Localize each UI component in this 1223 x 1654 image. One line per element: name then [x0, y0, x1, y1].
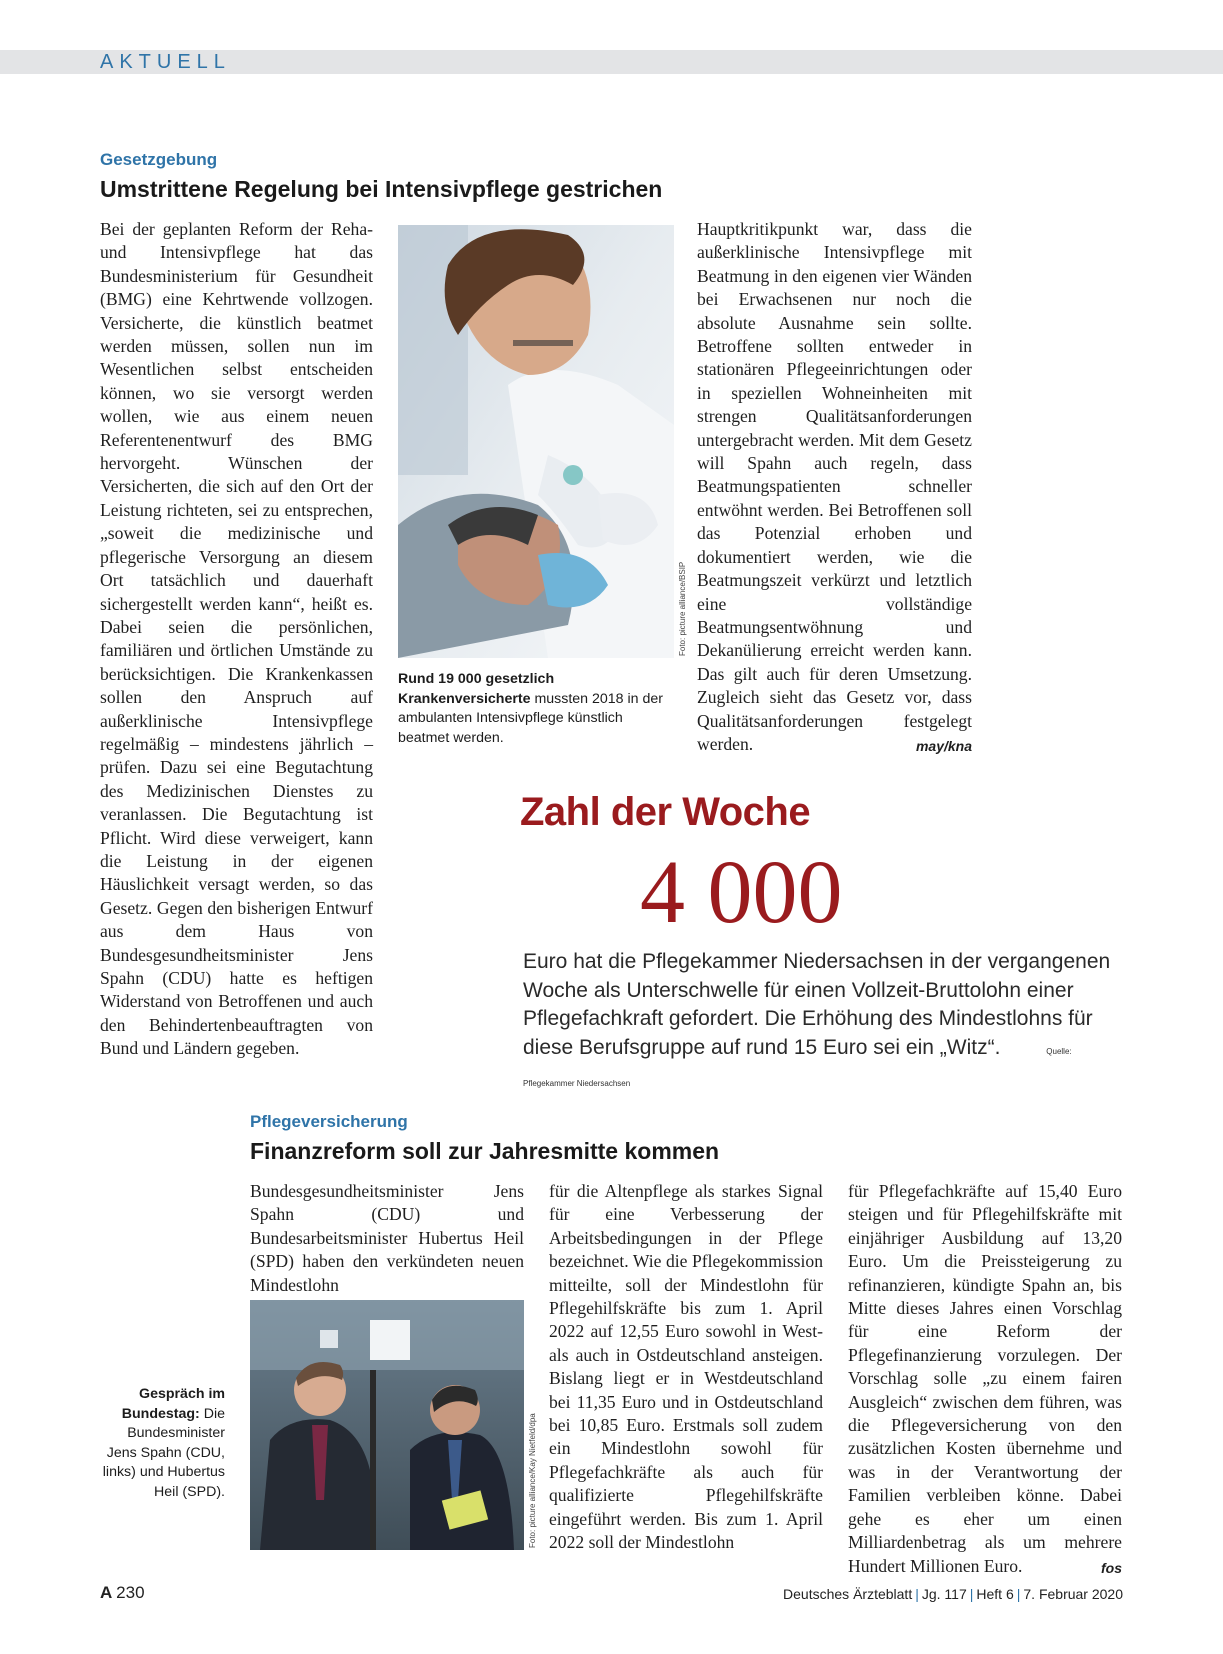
- article2-photo-caption: [95, 1385, 225, 1502]
- intensive-care-photo: [398, 225, 674, 658]
- photo-credit-2: Foto: picture alliance/Kay Nietfeld/dpa: [528, 1413, 537, 1548]
- article1-column-3-text: Hauptkritikpunkt war, dass die außerklinische Intensivpflege mit Beatmung in den eigenen vier Wänden bei Erwachsenen nur noch die absolute Ausnahme sein sollte. Betroffene sollten entweder in stationären Pflegeeinrichtungen oder in speziellen Wohneinheiten mit strengen Qualitätsanforderungen untergebracht werden. Mit dem Gesetz will Spahn auch regeln, dass Beatmungspatienten schneller entwöhnt werden. Bei Betroffenen soll das Potenzial erhoben und dokumentiert werden, wie die Beatmungszeit verkürzt und letztlich eine vollständige Beatmungsentwöhnung und Dekanülierung erreicht werden kann. Das gilt auch für deren Umsetzung. Zugleich sieht das Gesetz vor, dass Qualitätsanforderungen festgelegt werden.: [697, 219, 972, 754]
- article1-column-1: Bei der geplanten Reform der Reha- und Intensivpflege hat das Bundesministerium für Gesundheit (BMG) eine Kehrtwende vollzogen. Versicherte, die künstlich beatmet werden müssen, sollen nun im Wesentlichen selbst entscheiden können, wo sie versorgt werden wollen, wie aus einem neuen Referentenentwurf des BMG hervorgeht. Wünschen der Versicherten, die sich auf den Ort der Leistung richteten, sei zu entsprechen, „soweit die medizinische und pflegerische Versorgung an diesem Ort tatsächlich und dauerhaft sichergestellt werden kann“, heißt es. Dabei seien die persönlichen, familiären und örtlichen Umstände zu berücksichtigen. Die Krankenkassen sollen den Anspruch auf außerklinische Intensivpflege regelmäßig – mindestens jährlich – prüfen. Dazu sei eine Begutachtung des Medizinischen Dienstes zu veranlassen. Die Begutachtung ist Pflicht. Wird diese verweigert, kann die Leistung in der eigenen Häuslichkeit versagt werden, so das Gesetz. Gegen den bisherigen Entwurf aus dem Haus von Bundesgesundheitsminister Jens Spahn (CDU) hatte es heftigen Widerstand von Betroffenen und auch den Behindertenbeauftragten von Bund und Ländern gegeben.: [100, 219, 373, 1059]
- article2-column-3-text: für Pflegefachkräfte auf 15,40 Euro steigen und für Pflegehilfskräfte mit einjähriger Ausbildung auf 13,20 Euro. Um die Preissteigerung zu refinanzieren, kündigte Spahn an, bis Mitte dieses Jahres einen Vorschlag für eine Reform der Pflegefinanzierung vorzulegen. Der Vorschlag solle „zu einem fairen Ausgleich“ zwischen dem führen, was die Pflegeversicherung von den zusätzlichen Kosten übernehme und was in der Verantwortung der Familien verbleiben könne. Dabei gehe es eher um einen Milliardenbetrag als um mehrere Hundert Millionen Euro.: [848, 1181, 1122, 1576]
- article1-title: Umstrittene Regelung bei Intensivpflege gestrichen: [100, 176, 663, 202]
- article2-column-2: für die Altenpflege als starkes Signal für eine Verbesserung der Arbeitsbedingungen in der Pflege bezeichnet. Wie die Pflegekommission mitteilte, soll der Mindestlohn für Pflegehilfskräfte bis zum 1. April 2022 auf 12,55 Euro sowohl in West- als auch in Ostdeutschland ansteigen. Bislang liegt er in Westdeutschland bei 11,35 Euro und in Ostdeutschland bei 10,85 Euro. Erstmals soll zudem ein Mindestlohn sowohl für Pflegefachkräfte als auch für qualifizierte Pflegehilfskräfte eingeführt werden. Bis zum 1. April 2022 soll der Mindestlohn: [549, 1181, 823, 1553]
- article1-photo-caption: [398, 670, 674, 748]
- article1-author: may/kna: [915, 737, 972, 754]
- intensive-care-illustration: [398, 225, 674, 658]
- caption-text: mussten 2018 in der ambulanten Intensivpflege künstlich beatmet werden.: [398, 690, 663, 746]
- caption2-bold-lead: Gespräch im Bundestag:: [121, 1386, 225, 1422]
- article2-column-1: Bundesgesundheitsminister Jens Spahn (CDU) und Bundesarbeitsminister Hubertus Heil (SPD) haben den verkündeten neuen Mindestlohn: [250, 1181, 524, 1295]
- zahl-der-woche-text: [523, 948, 1113, 1099]
- zahl-der-woche-body: Euro hat die Pflegekammer Niedersachsen in der vergangenen Woche als Unterschwelle für einen Vollzeit-Bruttolohn einer Pflegefachkraft gefordert. Die Erhöhung des Mindestlohns für diese Berufsgruppe auf rund 15 Euro sei ein „Witz“.: [523, 950, 1111, 1059]
- journal-name: Deutsches Ärzteblatt: [783, 1586, 913, 1602]
- caption-bold-lead: Rund 19 000 gesetzlich Krankenversicherte: [398, 671, 555, 707]
- journal-volume: Jg. 117: [921, 1586, 967, 1602]
- article2-title: Finanzreform soll zur Jahresmitte kommen: [250, 1138, 720, 1164]
- article2-kicker: Pflegeversicherung: [250, 1112, 408, 1131]
- article1-column-3: [697, 218, 972, 758]
- article2-column-3: [848, 1180, 1122, 1580]
- page-number: [100, 1583, 145, 1603]
- photo-credit: Foto: picture alliance/BSIP: [678, 561, 687, 656]
- journal-date: 7. Februar 2020: [1023, 1586, 1123, 1602]
- article2-author: fos: [1101, 1559, 1122, 1576]
- politicians-illustration: [250, 1300, 524, 1550]
- page-number-prefix: A: [100, 1583, 113, 1602]
- journal-footer: Deutsches Ärzteblatt | Jg. 117 | Heft 6 | 7. Februar 2020: [783, 1586, 1123, 1602]
- zahl-der-woche-number: 4 000: [640, 843, 843, 942]
- journal-issue: Heft 6: [976, 1586, 1014, 1602]
- caption2-text: Die Bundesminister Jens Spahn (CDU, links) und Hubertus Heil (SPD).: [102, 1405, 225, 1500]
- zahl-der-woche-title: Zahl der Woche: [520, 790, 811, 834]
- politicians-photo: [250, 1300, 524, 1550]
- zahl-der-woche-source: Quelle: Pflegekammer Niedersachsen: [523, 1046, 1072, 1088]
- page-number-value: 230: [116, 1583, 145, 1602]
- section-label: AKTUELL: [100, 51, 231, 73]
- article1-kicker: Gesetzgebung: [100, 150, 218, 169]
